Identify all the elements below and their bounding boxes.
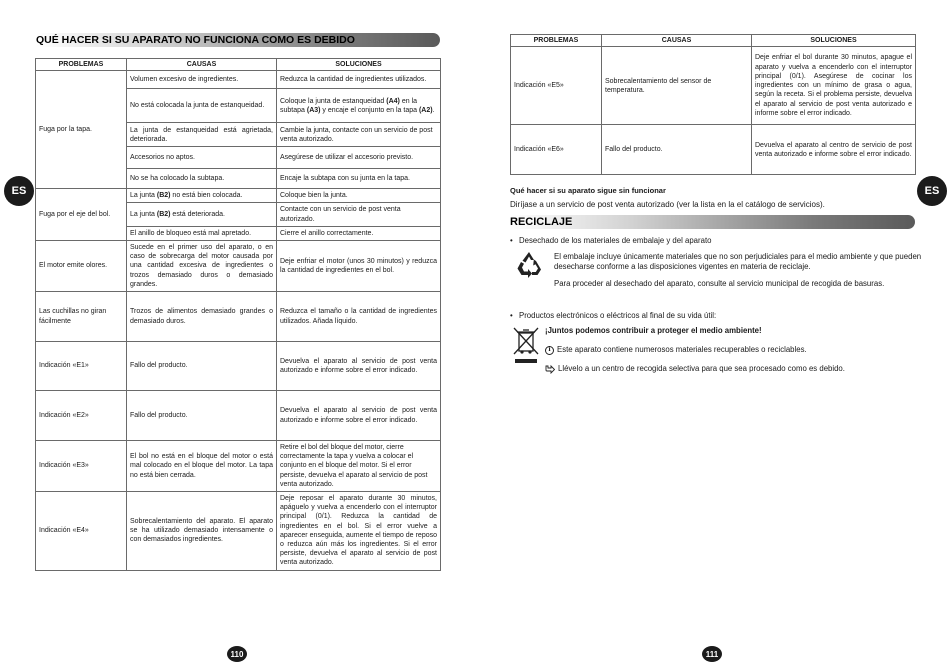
info-line: [545, 345, 807, 355]
problem-cell: Indicación «E6»: [511, 125, 602, 175]
packaging-text: El embalaje incluye únicamente materiales que no son perjudiciales para el medio ambiente y que pueden desecharse conforme a las disposiciones vigentes en materia de reciclaje.: [554, 252, 922, 271]
cause-cell: El anillo de bloqueo está mal apretado.: [127, 226, 277, 240]
environment-slogan: ¡Juntos podemos contribuir a proteger el medio ambiente!: [545, 326, 762, 335]
solution-cell: Deje reposar el aparato durante 30 minutos, apáguelo y vuelva a encenderlo con el interruptor principal (0/1). Reduzca la cantidad de ingredientes en el bol. Si el error vuelve a aparecer enseguida, aumente el tiempo de reposo o reduzca aún más los ingredientes. Si el error persiste, devuelva el aparato al servicio de post venta autorizado.: [277, 492, 441, 571]
info-icon: i: [545, 346, 554, 355]
packaging-bullet: • Desechado de los materiales de embalaje y del aparato: [519, 236, 711, 246]
arrow-right-icon: [545, 364, 555, 374]
cause-cell: No está colocada la junta de estanqueidad.: [127, 89, 277, 123]
recycling-title-bar: [510, 215, 915, 229]
still-not-working-heading: Qué hacer si su aparato sigue sin funcionar: [510, 186, 666, 195]
crossed-out-bin-icon: [512, 325, 540, 365]
solution-cell: Devuelva el aparato al servicio de post venta autorizado e informe sobre el error indicado.: [277, 342, 441, 391]
troubleshooting-title-bar: [36, 33, 440, 47]
cause-cell: Sobrecalentamiento del sensor de temperatura.: [602, 47, 752, 125]
troubleshooting-table: [35, 58, 441, 571]
table-row: [36, 391, 441, 441]
problem-cell: Las cuchillas no giran fácilmente: [36, 292, 127, 342]
solution-cell: Coloque la junta de estanqueidad (A4) en la subtapa (A3) y encaje el conjunto en la tapa (A2).: [277, 89, 441, 123]
table-row: [511, 47, 916, 125]
cause-cell: Fallo del producto.: [127, 342, 277, 391]
table-row: [36, 441, 441, 492]
table-row: [511, 125, 916, 175]
solution-cell: Deje enfriar el bol durante 30 minutos, apague el aparato y vuelva a encenderlo con el interruptor principal (0/1). Asegúrese de cocinar los ingredientes con un mínimo de grasa o agua, según la receta. Si el problema persiste, devuelva el aparato al servicio de post venta autorizado e informe sobre el error indicado.: [752, 47, 916, 125]
troubleshooting-table-continued: [510, 34, 916, 175]
solution-cell: Reduzca el tamaño o la cantidad de ingredientes utilizados. Añada líquido.: [277, 292, 441, 342]
cause-cell: Sobrecalentamiento del aparato. El aparato se ha utilizado demasiado intensamente o con demasiados ingredientes.: [127, 492, 277, 571]
right-page: [475, 0, 950, 672]
troubleshooting-title: QUÉ HACER SI SU APARATO NO FUNCIONA COMO ES DEBIDO: [36, 34, 355, 46]
solution-cell: Cierre el anillo correctamente.: [277, 226, 441, 240]
cause-cell: Fallo del producto.: [127, 391, 277, 441]
problem-cell: El motor emite olores.: [36, 241, 127, 292]
solution-cell: Coloque bien la junta.: [277, 189, 441, 203]
table-row: [36, 492, 441, 571]
arrow-text: Llévelo a un centro de recogida selectiva para que sea procesado como es debido.: [558, 364, 845, 373]
electronics-bullet: • Productos electrónicos o eléctricos al final de su vida útil:: [519, 311, 716, 321]
table-row: [36, 189, 441, 203]
page-number-left: 110: [227, 646, 247, 662]
header-causas: CAUSAS: [602, 35, 752, 47]
solution-cell: Reduzca la cantidad de ingredientes utilizados.: [277, 71, 441, 89]
info-text: Este aparato contiene numerosos materiales recuperables o reciclables.: [557, 345, 807, 354]
cause-cell: No se ha colocado la subtapa.: [127, 169, 277, 189]
packaging-text-2: Para proceder al desechado del aparato, consulte al servicio municipal de recogida de basuras.: [554, 279, 885, 288]
header-problemas: PROBLEMAS: [511, 35, 602, 47]
header-soluciones: SOLUCIONES: [277, 59, 441, 71]
solution-cell: Devuelva el aparato al servicio de post venta autorizado e informe sobre el error indicado.: [277, 391, 441, 441]
cause-cell: La junta (B2) no está bien colocada.: [127, 189, 277, 203]
page-number-right: 111: [702, 646, 722, 662]
still-not-working-text: Diríjase a un servicio de post venta autorizado (ver la lista en la el catálogo de servicios).: [510, 200, 825, 209]
problem-cell: Fuga por el eje del bol.: [36, 189, 127, 241]
problem-cell: Indicación «E3»: [36, 441, 127, 492]
cause-cell: La junta de estanqueidad está agrietada, deteriorada.: [127, 123, 277, 147]
recycle-icon: [513, 250, 545, 280]
cause-cell: Fallo del producto.: [602, 125, 752, 175]
table-row: [36, 342, 441, 391]
solution-cell: Encaje la subtapa con su junta en la tapa.: [277, 169, 441, 189]
cause-cell: Accesorios no aptos.: [127, 147, 277, 169]
table-row: [36, 241, 441, 292]
cause-cell: Volumen excesivo de ingredientes.: [127, 71, 277, 89]
table-header-row: [36, 59, 441, 71]
arrow-line: [545, 364, 845, 374]
problem-cell: Indicación «E5»: [511, 47, 602, 125]
language-badge-left: ES: [4, 176, 34, 206]
table-row: [36, 292, 441, 342]
problem-cell: Indicación «E4»: [36, 492, 127, 571]
solution-cell: Contacte con un servicio de post venta autorizado.: [277, 203, 441, 226]
cause-cell: Trozos de alimentos demasiado grandes o demasiado duros.: [127, 292, 277, 342]
header-soluciones: SOLUCIONES: [752, 35, 916, 47]
recycling-title: RECICLAJE: [510, 216, 573, 228]
solution-cell: Deje enfriar el motor (unos 30 minutos) y reduzca la cantidad de ingredientes en el bol.: [277, 241, 441, 292]
solution-cell: Asegúrese de utilizar el accesorio previsto.: [277, 147, 441, 169]
table-row: [36, 71, 441, 89]
cause-cell: El bol no está en el bloque del motor o está mal colocado en el bloque del motor. La tapa no está bien cerrada.: [127, 441, 277, 492]
solution-cell: Devuelva el aparato al centro de servicio de post venta autorizado e informe sobre el error indicado.: [752, 125, 916, 175]
solution-cell: Cambie la junta, contacte con un servicio de post venta autorizado.: [277, 123, 441, 147]
language-badge-right: ES: [917, 176, 947, 206]
problem-cell: Indicación «E2»: [36, 391, 127, 441]
header-causas: CAUSAS: [127, 59, 277, 71]
table-header-row: [511, 35, 916, 47]
solution-cell: Retire el bol del bloque del motor, cierre correctamente la tapa y vuelva a colocar el conjunto en el bloque del motor. Si el error persiste, devuelva el aparato al servicio de post venta autorizado.: [277, 441, 441, 492]
problem-cell: Fuga por la tapa.: [36, 71, 127, 189]
problem-cell: Indicación «E1»: [36, 342, 127, 391]
cause-cell: Sucede en el primer uso del aparato, o en caso de sobrecarga del motor causada por una cantidad excesiva de ingredientes o trozos demasiado duros o demasiado grandes.: [127, 241, 277, 292]
header-problemas: PROBLEMAS: [36, 59, 127, 71]
cause-cell: La junta (B2) está deteriorada.: [127, 203, 277, 226]
